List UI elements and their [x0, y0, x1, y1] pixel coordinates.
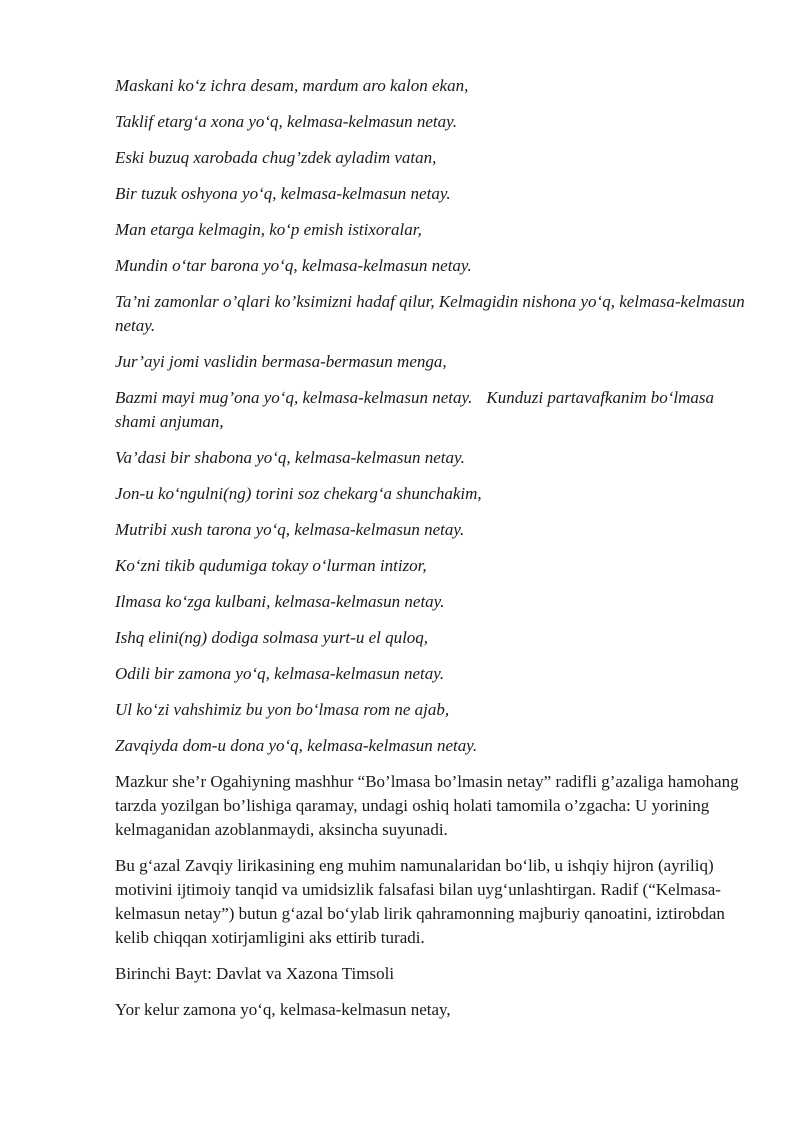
verse-line: Bir tuzuk oshyona yo‘q, kelmasa-kelmasun netay.: [115, 184, 451, 203]
verse-line: Mundin o‘tar barona yo‘q, kelmasa-kelmasun netay.: [115, 256, 472, 275]
verse-line: Eski buzuq xarobada chug’zdek ayladim vatan,: [115, 148, 437, 167]
verse-line-combined: [115, 386, 745, 434]
verse-line: Kunduzi partavafkanim bo‘lmasa shami anjuman,: [115, 388, 714, 431]
document-page: [115, 74, 745, 1034]
verse-line: Bazmi mayi mug’ona yo‘q, kelmasa-kelmasun netay.: [115, 388, 473, 407]
section-heading: Birinchi Bayt: Davlat va Xazona Timsoli: [115, 964, 395, 983]
verse-line: Mutribi xush tarona yo‘q, kelmasa-kelmasun netay.: [115, 520, 465, 539]
body-paragraph: Yor kelur zamona yo‘q, kelmasa-kelmasun netay,: [115, 1000, 451, 1019]
verse-line: Odili bir zamona yo‘q, kelmasa-kelmasun netay.: [115, 664, 445, 683]
body-paragraph: Bu g‘azal Zavqiy lirikasining eng muhim namunalaridan bo‘lib, u ishqiy hijron (ayriliq) motivini ijtimoiy tanqid va umidsizlik falsafasi bilan uyg‘unlashtirgan. Radif (“Kelmasa-kelmasun netay”) butun g‘azal bo‘ylab lirik qahramonning majburiy qanoatini, iztirobdan kelib chiqqan xotirjamligini aks ettirib turadi.: [115, 856, 725, 947]
verse-line: Taklif etarg‘a xona yo‘q, kelmasa-kelmasun netay.: [115, 112, 457, 131]
verse-line: Ta’ni zamonlar o’qlari ko’ksimizni hadaf qilur, Kelmagidin nishona yo‘q, kelmasa-kelmasun netay.: [115, 292, 745, 335]
verse-line: Ishq elini(ng) dodiga solmasa yurt-u el quloq,: [115, 628, 429, 647]
verse-line: Ul ko‘zi vahshimiz bu yon bo‘lmasa rom ne ajab,: [115, 700, 450, 719]
verse-line: Jur’ayi jomi vaslidin bermasa-bermasun menga,: [115, 352, 447, 371]
verse-line: Jon-u ko‘ngulni(ng) torini soz chekarg‘a shunchakim,: [115, 484, 482, 503]
verse-line: Ko‘zni tikib qudumiga tokay o‘lurman intizor,: [115, 556, 427, 575]
verse-line: Zavqiyda dom-u dona yo‘q, kelmasa-kelmasun netay.: [115, 736, 478, 755]
verse-line: Man etarga kelmagin, ko‘p emish istixoralar,: [115, 220, 422, 239]
body-paragraph: Mazkur she’r Ogahiyning mashhur “Bo’lmasa bo’lmasin netay” radifli g’azaliga hamohang tarzda yozilgan bo’lishiga qaramay, undagi oshiq holati tamomila o’zgacha: U yorining kelmaganidan azoblanmaydi, aksincha suyunadi.: [115, 772, 739, 839]
verse-line: Ilmasa ko‘zga kulbani, kelmasa-kelmasun netay.: [115, 592, 445, 611]
verse-line: Va’dasi bir shabona yo‘q, kelmasa-kelmasun netay.: [115, 448, 465, 467]
verse-line: Maskani ko‘z ichra desam, mardum aro kalon ekan,: [115, 76, 469, 95]
